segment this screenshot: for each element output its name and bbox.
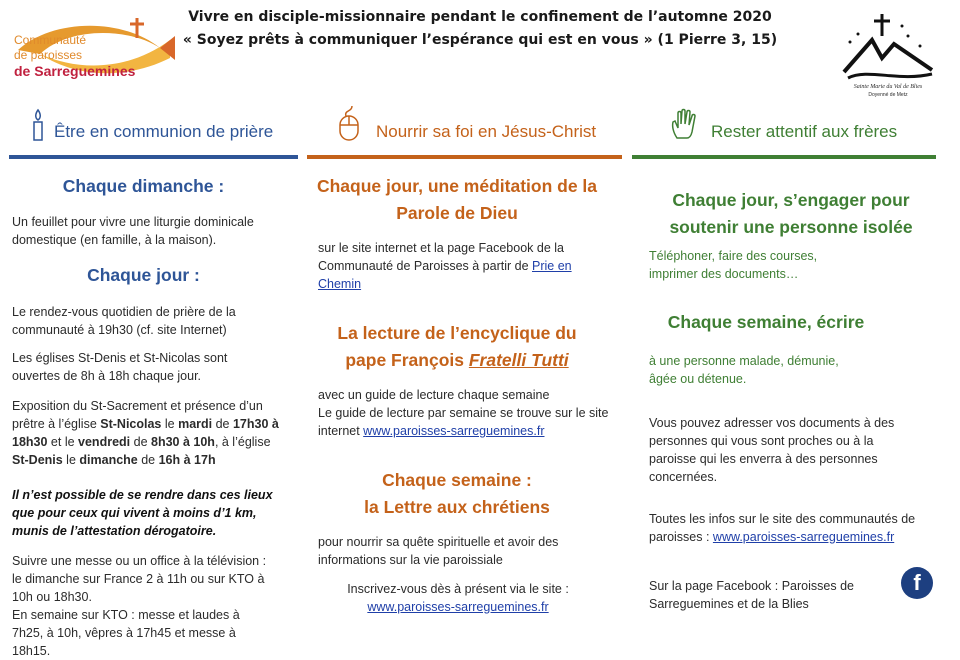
text-engage: Téléphoner, faire des courses, imprimer des documents… xyxy=(649,249,818,281)
heading-sunday: Chaque dimanche : xyxy=(62,176,225,196)
text-documents: Vous pouvez adresser vos documents à des personnes qui vous sont proches ou à la paroisse qui les enverra à des personnes concernées. xyxy=(649,416,895,484)
heading-day: Chaque jour : xyxy=(87,265,200,285)
encyclique-title: Fratelli Tutti xyxy=(468,350,569,370)
column-header-priere xyxy=(10,100,297,148)
text-infos: Toutes les infos sur le site des communautés de paroisses : www.paroisses-sarreguemines.fr xyxy=(649,512,916,544)
column-rule-green xyxy=(632,155,936,159)
text-lettre: pour nourrir sa quête spirituelle et avoir des informations sur la vie paroissiale xyxy=(318,535,559,567)
heading-lettre-2: la Lettre aux chrétiens xyxy=(364,497,550,517)
link-prie-en-chemin[interactable]: Prie en Chemin xyxy=(318,259,572,291)
logo-text-2: de paroisses xyxy=(14,48,83,62)
link-site-paroisses[interactable]: www.paroisses-sarreguemines.fr xyxy=(363,424,545,438)
logo-communaute xyxy=(10,14,180,84)
text-ecrire: à une personne malade, démunie, âgée ou détenue. xyxy=(649,354,839,386)
heading-ecrire: Chaque semaine, écrire xyxy=(667,312,865,332)
text-kto: En semaine sur KTO : messe et laudes à 7h25, à 10h, vêpres à 17h45 et messe à 18h15. xyxy=(12,608,240,658)
link-site-communautes[interactable]: www.paroisses-sarreguemines.fr xyxy=(712,530,895,544)
heading-encyclique: La lecture de l’encyclique du pape François Fratelli Tutti xyxy=(337,323,577,370)
heading-lettre-1: Chaque semaine : xyxy=(382,470,532,490)
logo-text-3: de Sarreguemines xyxy=(14,63,136,79)
column-rule-blue xyxy=(9,155,298,159)
text-inscription: Inscrivez-vous dès à présent via le site : xyxy=(347,582,569,596)
logo-text-1: Communauté xyxy=(14,33,87,47)
column-foi xyxy=(308,100,622,614)
text-sunday: Un feuillet pour vivre une liturgie dominicale domestique (en famille, à la maison). xyxy=(12,215,254,247)
cross-mountain-icon xyxy=(838,12,938,82)
text-encyclique-guide: avec un guide de lecture chaque semaine xyxy=(318,388,550,402)
column-rule-orange xyxy=(307,155,622,159)
column-priere xyxy=(10,100,297,658)
column-title: Rester attentif aux frères xyxy=(711,122,898,141)
column-header-freres xyxy=(633,100,936,148)
text-exposition: Exposition du St-Sacrement et présence d’un prêtre à l’église St-Nicolas le mardi de 17h30 à 18h30 et le vendredi de 8h30 à 10h, à l’église St-Denis le dimanche de 16h à 17h xyxy=(12,399,279,467)
link-inscription-wrap xyxy=(308,598,608,616)
header-quote: « Soyez prêts à communiquer l’espérance qui est en vous » (1 Pierre 3, 15) xyxy=(182,32,778,48)
header-title: Vivre en disciple-missionnaire pendant le confinement de l’automne 2020 xyxy=(188,9,772,25)
text-meditation: sur le site internet et la page Facebook de la Communauté de Paroisses à partir de Prie en Chemin xyxy=(318,241,572,291)
column-title: Être en communion de prière xyxy=(54,122,274,141)
text-encyclique-site: Le guide de lecture par semaine se trouve sur le site internet www.paroisses-sarreguemines.fr xyxy=(318,406,609,438)
column-title: Nourrir sa foi en Jésus-Christ xyxy=(376,122,597,141)
hand-icon xyxy=(669,108,699,140)
text-rdv: Le rendez-vous quotidien de prière de la communauté à 19h30 (cf. site Internet) xyxy=(12,305,236,337)
column-header-foi xyxy=(308,100,622,148)
link-inscription[interactable]: www.paroisses-sarreguemines.fr xyxy=(367,600,549,614)
column-freres xyxy=(633,100,936,611)
logo-caption-1: Sainte Marie du Val de Blies xyxy=(853,84,923,90)
text-churches: Les églises St-Denis et St-Nicolas sont ouvertes de 8h à 18h chaque jour. xyxy=(12,351,228,383)
heading-engage: Chaque jour, s’engager pour soutenir une personne isolée xyxy=(669,190,913,237)
text-facebook: Sur la page Facebook : Paroisses de Sarreguemines et de la Blies xyxy=(649,579,854,611)
logo-val-de-blies xyxy=(838,12,938,102)
heading-meditation: Chaque jour, une méditation de la Parole de Dieu xyxy=(316,176,598,223)
logo-caption-2: Doyenné de Metz xyxy=(868,92,908,98)
mouse-icon xyxy=(334,104,370,142)
text-warning: Il n’est possible de se rendre dans ces lieux que pour ceux qui vivent à moins d’1 km, munis de l’attestation dérogatoire. xyxy=(12,488,273,538)
candle-icon xyxy=(30,108,46,142)
text-tv: Suivre une messe ou un office à la télévision : le dimanche sur France 2 à 11h ou sur KTO à 10h ou 18h30. xyxy=(12,554,267,604)
facebook-icon[interactable]: f xyxy=(901,567,933,599)
